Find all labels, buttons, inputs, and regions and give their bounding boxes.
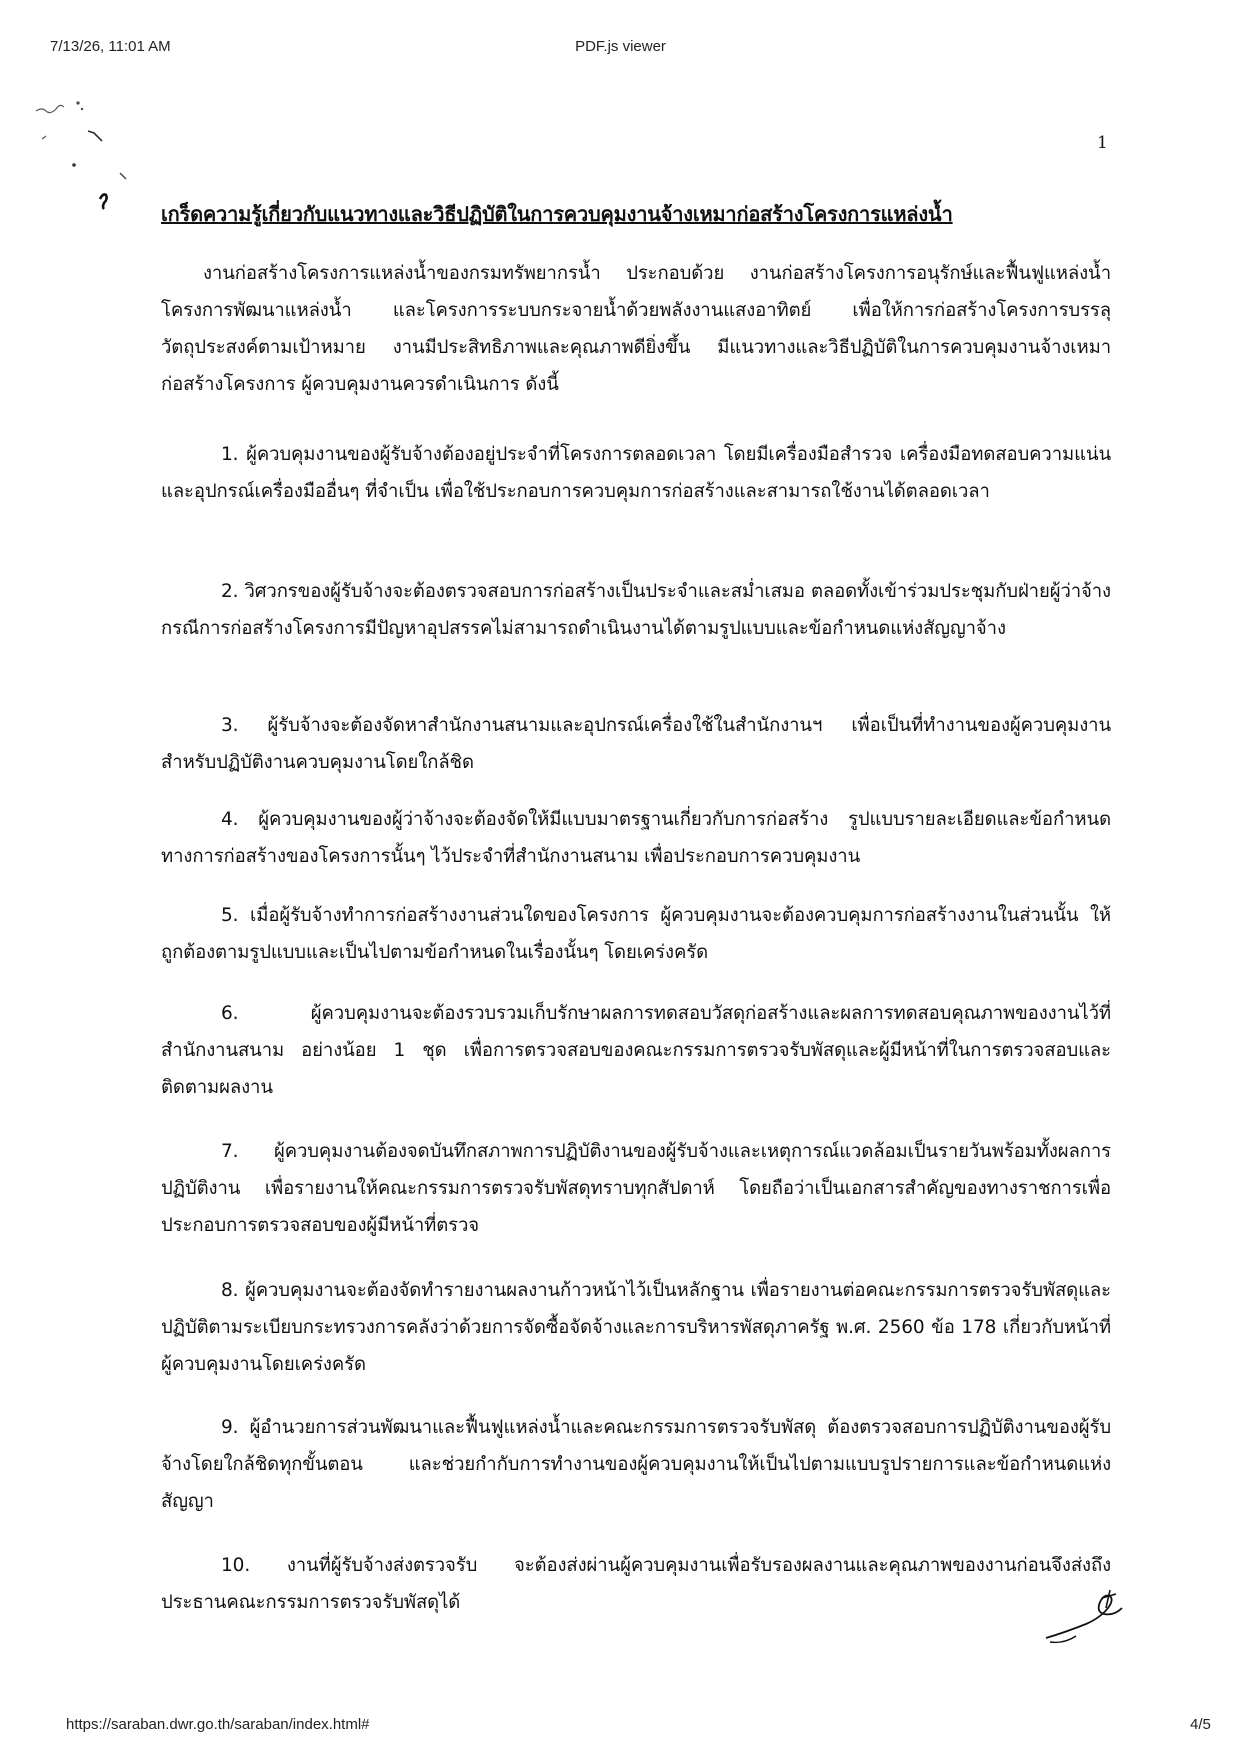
list-item: 1. ผู้ควบคุมงานของผู้รับจ้างต้องอยู่ประจำที่โครงการตลอดเวลา โดยมีเครื่องมือสำรวจ เครื่องมือทดสอบความแน่น และอุปกรณ์เครื่องมืออื่นๆ ที่จำเป็น เพื่อใช้ประกอบการควบคุมการก่อสร้างและสามารถใช้งานได้ตลอดเวลา [161, 444, 1111, 502]
footer-url: https://saraban.dwr.go.th/saraban/index.html# [66, 1716, 370, 1733]
list-item: 6. ผู้ควบคุมงานจะต้องรวบรวมเก็บรักษาผลการทดสอบวัสดุก่อสร้างและผลการทดสอบคุณภาพของงานไว้ที่สำนักงานสนาม อย่างน้อย 1 ชุด เพื่อการตรวจสอบของคณะกรรมการตรวจรับพัสดุและผู้มีหน้าที่ในการตรวจสอบและติดตามผลงาน [161, 1003, 1111, 1098]
page-number: 1 [1097, 133, 1108, 153]
list-item: 5. เมื่อผู้รับจ้างทำการก่อสร้างงานส่วนใดของโครงการ ผู้ควบคุมงานจะต้องควบคุมการก่อสร้างงานในส่วนนั้น ให้ถูกต้องตามรูปแบบและเป็นไปตามข้อกำหนดในเรื่องนั้นๆ โดยเคร่งครัด [161, 905, 1111, 963]
viewer-title: PDF.js viewer [575, 38, 666, 55]
list-item: 2. วิศวกรของผู้รับจ้างจะต้องตรวจสอบการก่อสร้างเป็นประจำและสม่ำเสมอ ตลอดทั้งเข้าร่วมประชุมกับฝ่ายผู้ว่าจ้าง กรณีการก่อสร้างโครงการมีปัญหาอุปสรรคไม่สามารถดำเนินงานได้ตามรูปแบบและข้อกำหนดแห่งสัญญาจ้าง [161, 581, 1111, 639]
list-item: 8. ผู้ควบคุมงานจะต้องจัดทำรายงานผลงานก้าวหน้าไว้เป็นหลักฐาน เพื่อรายงานต่อคณะกรรมการตรวจรับพัสดุและปฏิบัติตามระเบียบกระทรวงการคลังว่าด้วยการจัดซื้อจัดจ้างและการบริหารพัสดุภาครัฐ พ.ศ. 2560 ข้อ 178 เกี่ยวกับหน้าที่ผู้ควบคุมงานโดยเคร่งครัด [161, 1280, 1111, 1375]
list-item: 3. ผู้รับจ้างจะต้องจัดหาสำนักงานสนามและอุปกรณ์เครื่องใช้ในสำนักงานฯ เพื่อเป็นที่ทำงานของผู้ควบคุมงาน สำหรับปฏิบัติงานควบคุมงานโดยใกล้ชิด [161, 715, 1111, 773]
list-item: 4. ผู้ควบคุมงานของผู้ว่าจ้างจะต้องจัดให้มีแบบมาตรฐานเกี่ยวกับการก่อสร้าง รูปแบบรายละเอียดและข้อกำหนดทางการก่อสร้างของโครงการนั้นๆ ไว้ประจำที่สำนักงานสนาม เพื่อประกอบการควบคุมงาน [161, 809, 1111, 867]
margin-scribble-icon [20, 95, 160, 235]
intro-paragraph: งานก่อสร้างโครงการแหล่งน้ำของกรมทรัพยากรน้ำ ประกอบด้วย งานก่อสร้างโครงการอนุรักษ์และฟื้นฟูแหล่งน้ำ โครงการพัฒนาแหล่งน้ำ และโครงการระบบกระจายน้ำด้วยพลังงานแสงอาทิตย์ เพื่อให้การก่อสร้างโครงการบรรลุวัตถุประสงค์ตามเป้าหมาย งานมีประสิทธิภาพและคุณภาพดียิ่งขึ้น มีแนวทางและวิธีปฏิบัติในการควบคุมงานจ้างเหมาก่อสร้างโครงการ ผู้ควบคุมงานควรดำเนินการ ดังนี้ [161, 263, 1111, 395]
list-item: 9. ผู้อำนวยการส่วนพัฒนาและฟื้นฟูแหล่งน้ำและคณะกรรมการตรวจรับพัสดุ ต้องตรวจสอบการปฏิบัติงานของผู้รับจ้างโดยใกล้ชิดทุกขั้นตอน และช่วยกำกับการทำงานของผู้ควบคุมงานให้เป็นไปตามแบบรูปรายการและข้อกำหนดแห่งสัญญา [161, 1417, 1111, 1512]
signature-icon [1040, 1580, 1140, 1650]
list-item: 7. ผู้ควบคุมงานต้องจดบันทึกสภาพการปฏิบัติงานของผู้รับจ้างและเหตุการณ์แวดล้อมเป็นรายวันพร้อมทั้งผลการปฏิบัติงาน เพื่อรายงานให้คณะกรรมการตรวจรับพัสดุทราบทุกสัปดาห์ โดยถือว่าเป็นเอกสารสำคัญของทางราชการเพื่อประกอบการตรวจสอบของผู้มีหน้าที่ตรวจ [161, 1141, 1111, 1236]
print-datetime: 7/13/26, 11:01 AM [50, 38, 171, 55]
list-item: 10. งานที่ผู้รับจ้างส่งตรวจรับ จะต้องส่งผ่านผู้ควบคุมงานเพื่อรับรองผลงานและคุณภาพของงานก่อนจึงส่งถึงประธานคณะกรรมการตรวจรับพัสดุได้ [161, 1555, 1111, 1613]
print-header [0, 38, 1241, 62]
document-title: เกร็ดความรู้เกี่ยวกับแนวทางและวิธีปฏิบัติในการควบคุมงานจ้างเหมาก่อสร้างโครงการแหล่งน้ำ [161, 202, 953, 226]
footer-page-count: 4/5 [1190, 1716, 1211, 1733]
